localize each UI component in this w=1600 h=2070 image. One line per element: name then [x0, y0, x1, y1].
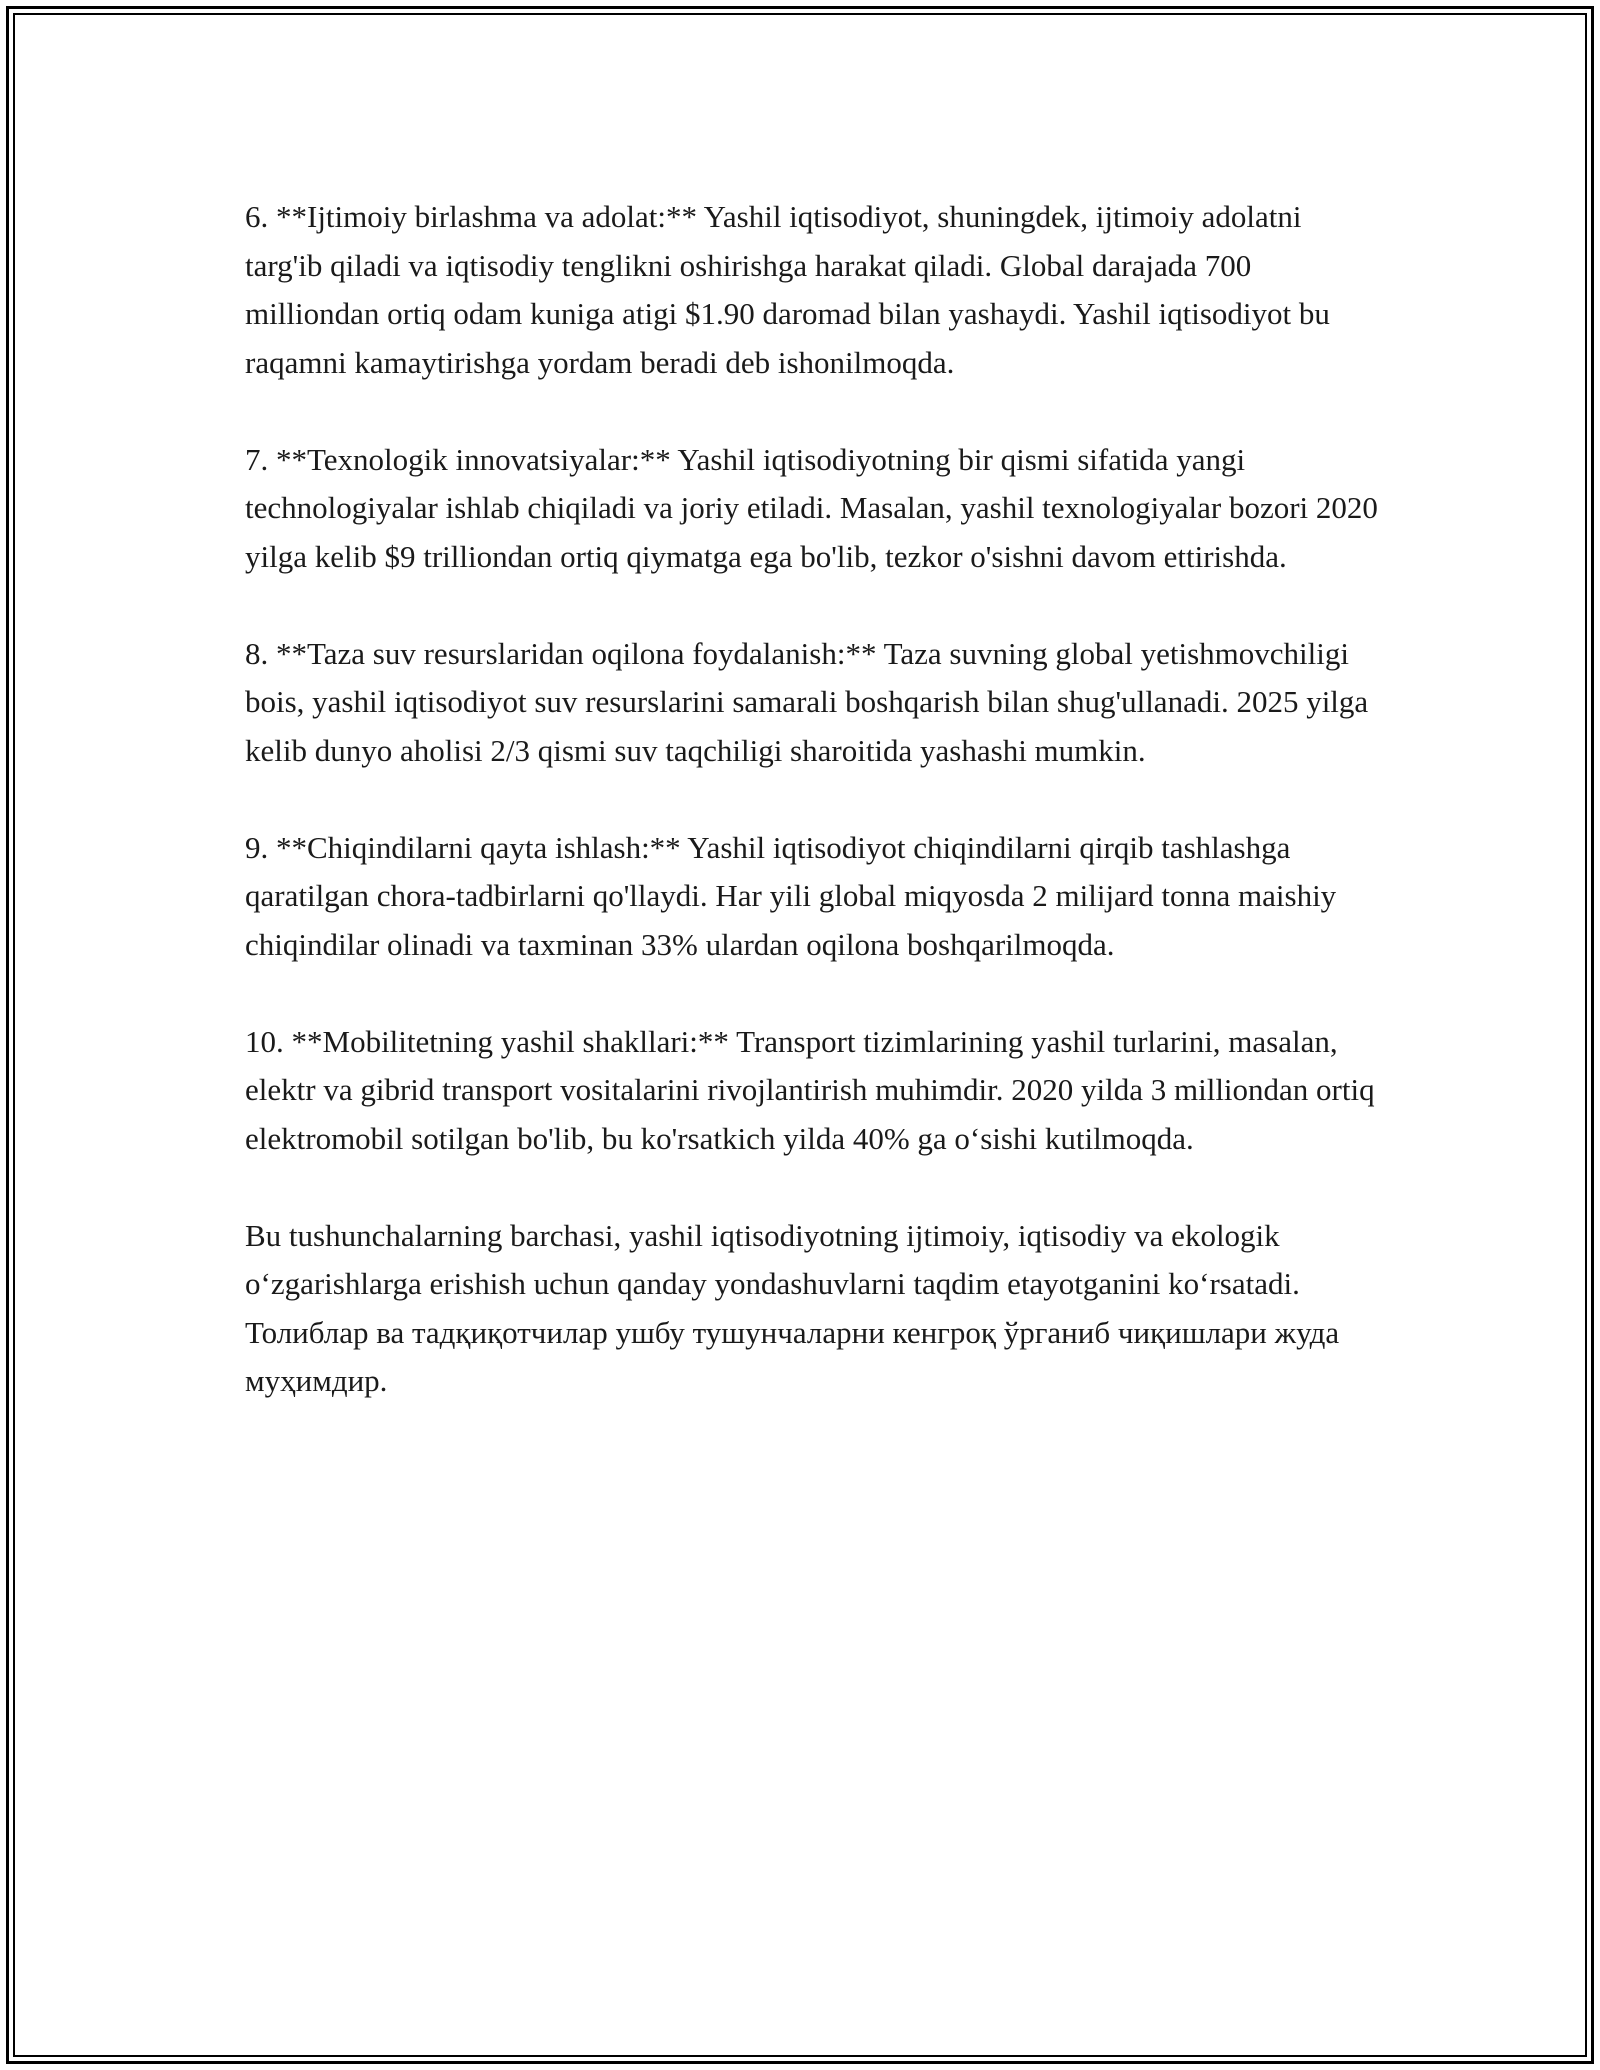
paragraph-conclusion: Bu tushunchalarning barchasi, yashil iqtisodiyotning ijtimoiy, iqtisodiy va ekologik o‘zgarishlarga erishish uchun qanday yondashuvlarni taqdim etayotganini ko‘rsatadi. Толиблар ва тадқиқотчилар ушбу тушунчаларни кенгроқ ўрганиб чиқишлари жуда муҳимдир. [245, 1217, 1340, 1398]
paragraph-6-social-inclusion: 6. **Ijtimoiy birlashma va adolat:** Yashil iqtisodiyot, shuningdek, ijtimoiy adolatni targ'ib qiladi va iqtisodiy tenglikni oshirishga harakat qiladi. Global darajada 700 milliondan ortiq odam kuniga atigi $1.90 daromad bilan yashaydi. Yashil iqtisodiyot bu raqamni kamaytirishga yordam beradi deb ishonilmoqda. [245, 199, 1330, 380]
page-border [6, 6, 1594, 2064]
document-body [245, 193, 1385, 1454]
paragraph-7-tech-innovation: 7. **Texnologik innovatsiyalar:** Yashil iqtisodiyotning bir qismi sifatida yangi technologiyalar ishlab chiqiladi va joriy etiladi. Masalan, yashil texnologiyalar bozori 2020 yilga kelib $9 trilliondan ortiq qiymatga ega bo'lib, tezkor o'sishni davom ettirishda. [245, 441, 1378, 574]
paragraph-8-water-resources: 8. **Taza suv resurslaridan oqilona foydalanish:** Taza suvning global yetishmovchiligi bois, yashil iqtisodiyot suv resurslarini samarali boshqarish bilan shug'ullanadi. 2025 yilga kelib dunyo aholisi 2/3 qismi suv taqchiligi sharoitida yashashi mumkin. [245, 635, 1369, 768]
paragraph-9-waste-recycling: 9. **Chiqindilarni qayta ishlash:** Yashil iqtisodiyot chiqindilarni qirqib tashlashga qaratilgan chora-tadbirlarni qo'llaydi. Har yili global miqyosda 2 milijard tonna maishiy chiqindilar olinadi va taxminan 33% ulardan oqilona boshqarilmoqda. [245, 829, 1337, 962]
paragraph-10-green-mobility: 10. **Mobilitetning yashil shakllari:** Transport tizimlarining yashil turlarini, masalan, elektr va gibrid transport vositalarini rivojlantirish muhimdir. 2020 yilda 3 milliondan ortiq elektromobil sotilgan bo'lib, bu ko'rsatkich yilda 40% ga o‘sishi kutilmoqda. [245, 1023, 1375, 1156]
